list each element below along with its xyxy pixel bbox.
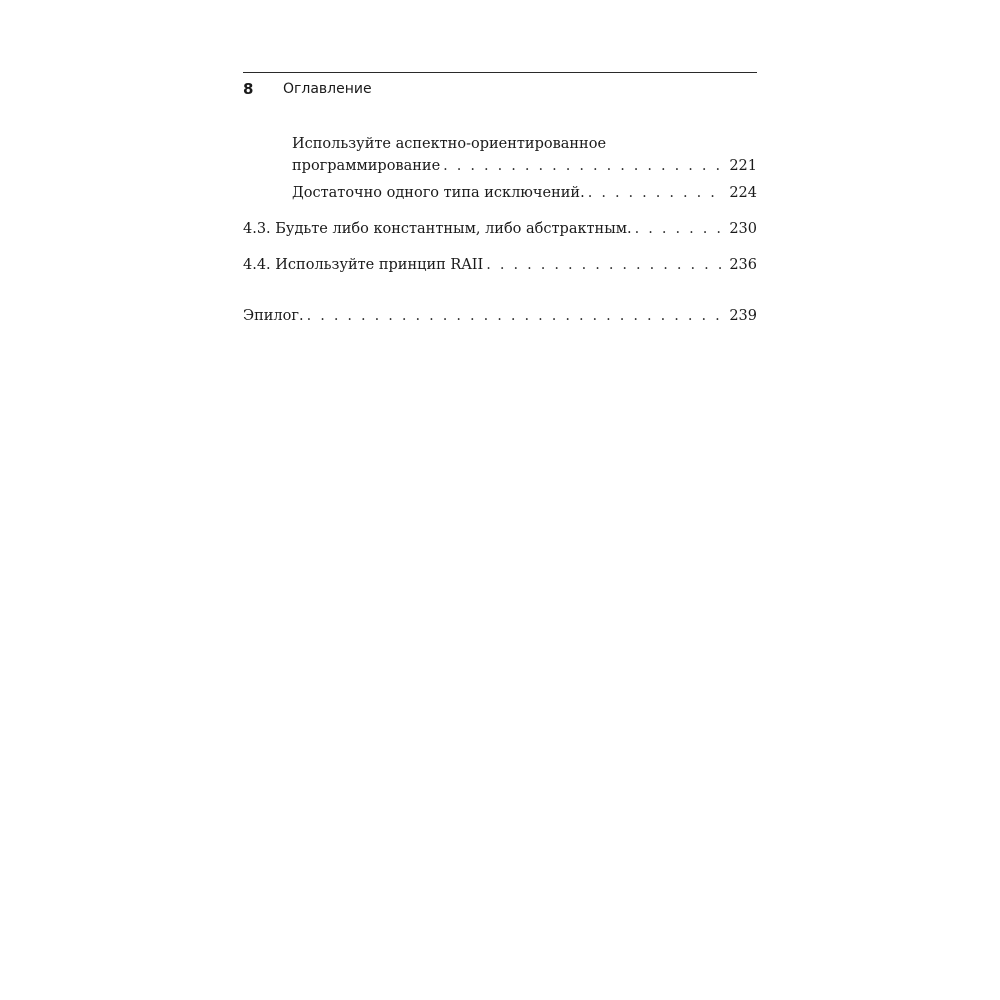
header-rule: [243, 72, 757, 73]
dot-leader: [486, 254, 725, 276]
toc-entry-title: программирование: [292, 158, 441, 174]
toc-page-number: 221: [729, 158, 757, 174]
toc-entry-title: Достаточно одного типа исключений.: [292, 185, 585, 201]
toc-page-number: 239: [729, 308, 757, 324]
running-header: [243, 79, 757, 99]
table-of-contents: [243, 133, 757, 327]
dot-leader: [443, 155, 725, 177]
toc-entry-title: 4.4. Используйте принцип RAII: [243, 257, 484, 273]
toc-entry-section-4-4: [243, 254, 757, 276]
toc-entry-line: [243, 305, 757, 327]
toc-entry-line: [292, 182, 757, 204]
dot-leader: [588, 182, 726, 204]
toc-entry-title: 4.3. Будьте либо константным, либо абстрактным.: [243, 221, 632, 237]
toc-entry-epilogue: [243, 305, 757, 327]
toc-page-number: 230: [729, 221, 757, 237]
toc-entry-line: [243, 218, 757, 240]
toc-entry-line: [292, 155, 757, 177]
page-number: 8: [243, 80, 254, 98]
toc-page-number: 224: [729, 185, 757, 201]
dot-leader: [635, 218, 726, 240]
toc-entry-line: Используйте аспектно-ориентированное: [292, 136, 607, 152]
toc-entry-title: Эпилог.: [243, 308, 304, 324]
toc-entry-exceptions: [243, 182, 757, 204]
header-title: Оглавление: [283, 81, 372, 97]
toc-entry-line: [243, 254, 757, 276]
dot-leader: [307, 305, 726, 327]
toc-entry-section-4-3: [243, 218, 757, 240]
toc-page-number: 236: [729, 257, 757, 273]
toc-entry-aop: [243, 133, 757, 177]
